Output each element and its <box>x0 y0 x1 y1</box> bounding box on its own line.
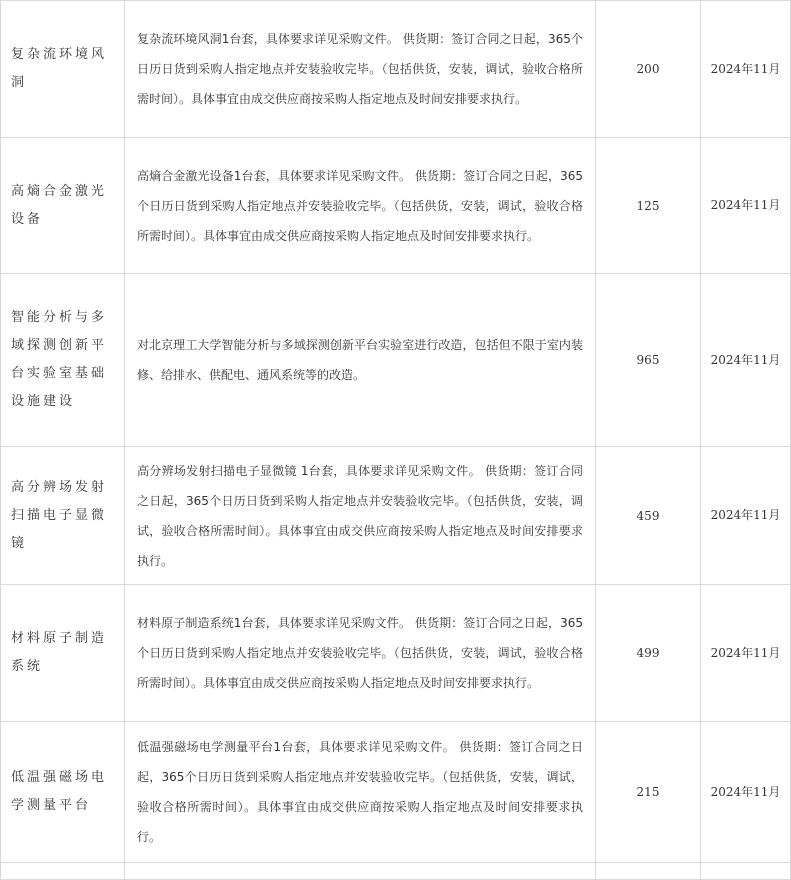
item-amount <box>596 863 701 880</box>
item-amount: 200 <box>596 1 701 138</box>
item-amount: 965 <box>596 274 701 447</box>
table-row <box>1 274 791 447</box>
item-description: 低温强磁场电学测量平台1台套，具体要求详见采购文件。 供货期：签订合同之日起，365个日历日货到采购人指定地点并安装验收完毕。（包括供货，安装，调试，验收合格所需时间）。具体事宜由成交供应商按采购人指定地点及时间安排要求执行。 <box>125 722 596 863</box>
item-amount: 215 <box>596 722 701 863</box>
table-row <box>1 447 791 585</box>
item-description: 高熵合金激光设备1台套，具体要求详见采购文件。 供货期：签订合同之日起，365个日历日货到采购人指定地点并安装验收完毕。（包括供货，安装，调试，验收合格所需时间）。具体事宜由成交供应商按采购人指定地点及时间安排要求执行。 <box>125 138 596 274</box>
item-name: 智能分析与多域探测创新平台实验室基础设施建设 <box>1 274 125 447</box>
table-row-partial <box>1 863 791 880</box>
table-row <box>1 585 791 722</box>
item-name: 低温强磁场电学测量平台 <box>1 722 125 863</box>
item-date: 2024年11月 <box>701 447 791 585</box>
item-date: 2024年11月 <box>701 1 791 138</box>
item-date: 2024年11月 <box>701 722 791 863</box>
item-name: 材料原子制造系统 <box>1 585 125 722</box>
item-description: 复杂流环境风洞1台套，具体要求详见采购文件。 供货期：签订合同之日起，365个日历日货到采购人指定地点并安装验收完毕。（包括供货，安装，调试，验收合格所需时间）。具体事宜由成交供应商按采购人指定地点及时间安排要求执行。 <box>125 1 596 138</box>
item-description: 高分辨场发射扫描电子显微镜 1台套，具体要求详见采购文件。 供货期：签订合同之日起，365个日历日货到采购人指定地点并安装验收完毕。（包括供货，安装，调试，验收合格所需时间）。具体事宜由成交供应商按采购人指定地点及时间安排要求执行。 <box>125 447 596 585</box>
item-date: 2024年11月 <box>701 585 791 722</box>
item-description: 对北京理工大学智能分析与多域探测创新平台实验室进行改造，包括但不限于室内装修、给排水、供配电、通风系统等的改造。 <box>125 274 596 447</box>
table-row <box>1 722 791 863</box>
item-amount: 459 <box>596 447 701 585</box>
item-amount: 125 <box>596 138 701 274</box>
table-row <box>1 1 791 138</box>
item-date: 2024年11月 <box>701 274 791 447</box>
item-name <box>1 863 125 880</box>
item-date <box>701 863 791 880</box>
item-name: 复杂流环境风洞 <box>1 1 125 138</box>
item-description: 材料原子制造系统1台套，具体要求详见采购文件。 供货期：签订合同之日起，365个日历日货到采购人指定地点并安装验收完毕。（包括供货，安装，调试，验收合格所需时间）。具体事宜由成交供应商按采购人指定地点及时间安排要求执行。 <box>125 585 596 722</box>
table-row <box>1 138 791 274</box>
item-amount: 499 <box>596 585 701 722</box>
item-name: 高分辨场发射扫描电子显微镜 <box>1 447 125 585</box>
item-date: 2024年11月 <box>701 138 791 274</box>
item-name: 高熵合金激光设备 <box>1 138 125 274</box>
item-description <box>125 863 596 880</box>
